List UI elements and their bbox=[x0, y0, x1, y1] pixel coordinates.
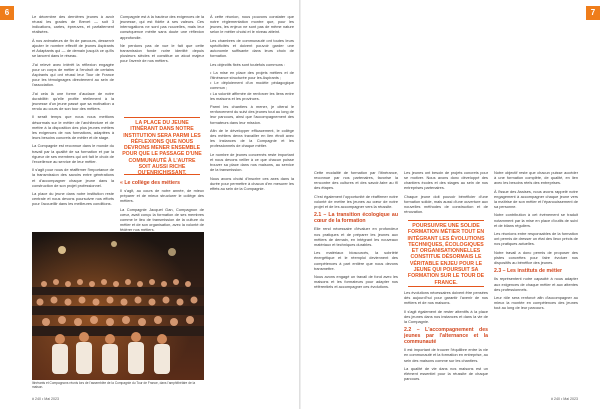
paragraph: La Compagnie Jacquet Gan, Compagnon de cœur, avait conçu la formation de ses membres comme le lieu de transmission de la culture du métier et de son organisation, avec la volonté de fédérer nos métiers. bbox=[120, 206, 204, 233]
paragraph: Nous avons engagé un travail de fond avec les maisons et les formateurs pour adapter nos référentiels et accompagner ces évolutions. bbox=[314, 274, 398, 290]
section-title: 2.2 – L'accompagnement des jeunes par l'alternance et la communauté bbox=[404, 327, 488, 346]
paragraph: Ne perdons pas de vue le fait que cette transmission fonde notre identité depuis plusieurs siècles et constitue un atout majeur pour l'avenir de nos métiers. bbox=[120, 42, 204, 64]
paragraph: Elle rend nécessaire d'évaluer en profondeur nos pratiques et de préparer les jeunes aux métiers de demain, en intégrant les nouveaux matériaux et techniques durables. bbox=[314, 226, 398, 247]
paragraph: Le décembre des dernières jeunes à avoir réussi les grades de Brevet — soit 3 indications, cartes, épreuves, et parfaitement réalisées. bbox=[32, 14, 114, 35]
paragraph: Notre objectif reste que chacun puisse accéder à une formation complète, de qualité, en lien avec les besoins réels des entreprises. bbox=[494, 170, 578, 186]
bullet-item: • Le déploiement d'un modèle pédagogique commun ; bbox=[210, 80, 294, 91]
paragraph: Le nombre de jeunes concernés reste important et nous devons veiller à ce que chacun puisse trouver sa place dans nos maisons, au service de la transmission. bbox=[210, 151, 294, 173]
paragraph: Les objectifs fixés sont toutefois communs : bbox=[210, 61, 286, 67]
paragraph: Notre travail a donc permis de proposer des pistes concrètes pour faire évoluer nos dispositifs au bénéfice des jeunes. bbox=[494, 249, 578, 266]
paragraph: Notre contribution à cet événement se traduit notamment par la mise en place d'outils de suivi et de bilans réguliers. bbox=[494, 212, 578, 228]
pull-quote: LA PLACE DU JEUNE ITINÉRANT DANS NOTRE INSTITUTION SERA PARMI LES RÉFLEXIONS QUE NOUS DEVRONS MENER ENSEMBLE POUR QUE LE PASSAGE D'UNE COMMUNAUTÉ À L'AUTRE SOIT AUSSI RICHE bbox=[122, 120, 202, 171]
paragraph: La qualité de vie dans nos maisons est un élément essentiel pour la réussite de chaque parcours. bbox=[404, 365, 488, 382]
paragraph: Nous avons choisi d'inscrire ces axes dans la durée pour permettre à chacun d'en mesurer les effets au sein de la Compagnie. bbox=[210, 175, 294, 191]
right-column-2 bbox=[404, 170, 488, 218]
right-column-1 bbox=[314, 170, 398, 293]
quote-rule-top bbox=[408, 220, 484, 221]
footer-right: # 240 • Mai 2023 bbox=[550, 397, 578, 401]
right-column-2-bottom bbox=[404, 290, 488, 385]
quote-rule-top bbox=[124, 117, 200, 118]
page-number-right: 7 bbox=[586, 6, 600, 20]
paragraph: C'est également l'opportunité de réaffirmer notre volonté de mettre les jeunes au cœur de notre projet et de les accompagner vers la réussite. bbox=[314, 193, 398, 210]
paragraph: Les jeunes ont besoin de projets concrets pour se motiver. Nous avons donc développé des chantiers écoles et des stages au sein de nos entreprises partenaires. bbox=[404, 170, 488, 191]
photo-caption: Itinérants et Compagnons réunis lors de l'assemblée de la Compagnie du Tour de France, dans l'amphithéâtre de la maison. bbox=[32, 381, 196, 389]
paragraph: Chaque jeune doit pouvoir bénéficier d'une formation solide, mais aussi d'une ouverture aux nouvelles méthodes de construction et de rénovation. bbox=[404, 193, 488, 215]
quote-rule-bottom bbox=[124, 174, 200, 175]
pull-quote: POURSUIVRE UNE SOLIDE FORMATION MÉTIER TOUT EN INTÉGRANT LES ÉVOLUTIONS TECHNIQUES, ÉCOLOGIQUES ET ORGANISATIONNELLES CONSTITUE DÉSORMAIS LE VÉRITABLE ENJEU POUR LE JEUNE QUI POURSUIT SA FORMATION SUR LE TOUR DE FRANCE. bbox=[407, 223, 485, 286]
bullet-item: • La volonté affirmée de renforcer les liens entre les maisons et les provinces. bbox=[210, 90, 294, 101]
section-title: « Le collège des métiers bbox=[120, 180, 180, 186]
page-number-left: 6 bbox=[0, 6, 14, 20]
paragraph: Il s'agit, au cours de notre année, de mieux préparer et de mieux structurer le collège des métiers. bbox=[120, 188, 204, 204]
left-column-1 bbox=[32, 14, 114, 210]
paragraph: À nos animateurs de fin de parcours, desservir ajouter le nombre effectif de jeunes Aspirants et Adaptants qui — de demain jusqu'à ce qu'ils se lancent dans le réseau. bbox=[32, 37, 114, 59]
paragraph: J'ai relevé avec intérêt la réflexion engagée pour un corps de métier à l'endroit de certains Aspirants qui ont réussi leur Tour de France pour les témoignages directement au sein de l'association. bbox=[32, 61, 114, 88]
footer-left: # 240 • Mai 2023 bbox=[32, 397, 60, 401]
paragraph: Afin de le développer efficacement, le collège des métiers devra travailler en lien étroit avec les instances de la Compagnie et les professionnels de chaque métier. bbox=[210, 127, 294, 149]
paragraph: Il s'agit pour nous de réaffirmer l'importance de la transmission des savoirs entre générations et d'accompagner chaque jeune dans la construction de son projet professionnel. bbox=[32, 167, 114, 188]
paragraph: Il est important de trouver l'équilibre entre la vie en communauté et la formation en entreprise, au sein des maisons comme sur les chantiers. bbox=[404, 347, 488, 363]
paragraph: La Compagnie est reconnue dans le monde du travail par la qualité de sa formation et par la rigueur de ses membres qui ont fait le choix de l'excellence au service de leur métier. bbox=[32, 143, 114, 164]
left-column-2-top bbox=[120, 14, 204, 67]
paragraph: Ils représentent notre capacité à nous adapter aux exigences de chaque métier et aux attentes des professionnels. bbox=[494, 276, 578, 292]
page-gutter bbox=[299, 0, 301, 409]
paragraph: Compagnie est à la hauteur des exigences de la jeunesse, qui est fidèle à ses valeurs. Ces interrogations ne sont pas nouvelles, mais leur conséquence mérite sans doute une réflexion approfondie. bbox=[120, 14, 204, 40]
paragraph: À l'issue des Assises, nous avons rappelé notre engagement à accompagner chaque jeune vers la maîtrise de son métier et l'épanouissement de sa personne. bbox=[494, 188, 578, 210]
paragraph: À cette réunion, nous pouvons constater que notre réglementation montre que, pour les jeunes, les enjeux ne sont pas de même nature selon le métier choisi et le niveau atteint. bbox=[210, 14, 294, 35]
left-column-3 bbox=[210, 14, 294, 194]
paragraph: Les réunions entre responsables de la formation ont permis de dresser un état des lieux précis de nos pratiques actuelles. bbox=[494, 231, 578, 247]
auditorium-illustration bbox=[32, 232, 204, 380]
paragraph: Il serait temps que nous nous mettions désormais sur le métier de l'architecture et de mettre à la disposition des plus jeunes métiers les exigences de nos formations, adaptées à leurs besoins concrets de métier et de stage. bbox=[32, 114, 114, 141]
paragraph: Il s'agit également de rester attentifs à la place des jeunes dans nos instances et dans la vie de la Compagnie. bbox=[404, 308, 488, 324]
section-title: 2.3 – Les instituts de métier bbox=[494, 268, 563, 275]
paragraph: J'ai cela là une forme d'audace de notre durabilité: qu'elle profite réellement à la jeunesse d'un jeune passé que sa motivation a rendu au cours de son tour des métiers. bbox=[32, 90, 114, 112]
paragraph: La place du jeune dans notre institution reste centrale et nous devons poursuivre nos efforts pour l'accueillir dans les meilleures conditions. bbox=[32, 191, 114, 207]
quote-rule-bottom bbox=[408, 286, 484, 287]
section-title: 2.1 – La transition écologique au cœur de la formation bbox=[314, 212, 398, 225]
paragraph: Leur rôle sera renforcé afin d'accompagner au mieux la montée en compétences des jeunes tout au long de leur parcours. bbox=[494, 295, 578, 311]
auditorium-photo bbox=[32, 232, 204, 380]
paragraph: Les matériaux biosourcés, la sobriété énergétique et le réemploi deviennent des compétences à part entière que nous devons transmettre. bbox=[314, 250, 398, 271]
paragraph: Parmi les chantiers à mener, je citerai le renforcement du suivi des jeunes tout au long de leur parcours, ainsi que l'accompagnement des formateurs dans leur mission. bbox=[210, 104, 294, 125]
paragraph: Cette modalité de formation par l'itinérance, reconnue par nos partenaires, favorise la rencontre des cultures et des savoir-faire au fil des étapes. bbox=[314, 170, 398, 191]
paragraph: Les chambres de communauté ont toutes leurs spécificités et doivent pouvoir garder une autonomie suffisante dans leurs choix de formation. bbox=[210, 37, 294, 59]
paragraph: Les évolutions nécessaires doivent être pensées dès aujourd'hui pour garantir l'avenir de nos métiers et de nos maisons. bbox=[404, 290, 488, 306]
bullet-item: • La mise en place des projets métiers et de l'itinérance structurée pour les Aspirants ; bbox=[210, 69, 294, 81]
right-column-3 bbox=[494, 170, 578, 314]
